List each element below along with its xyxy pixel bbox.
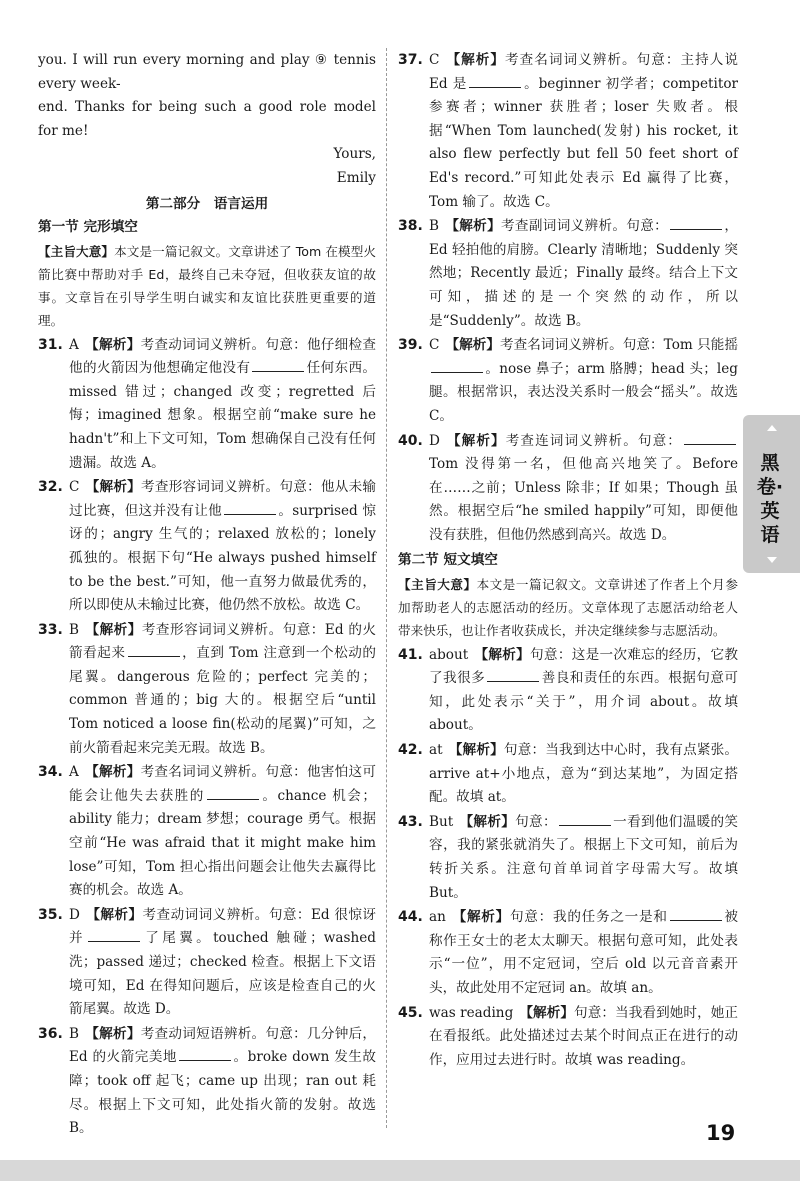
- answer-item: [398, 215, 738, 333]
- letter-line-2: end. Thanks for being such a good role model for me!: [38, 99, 376, 139]
- answer-item: [398, 49, 738, 214]
- answer-item: [398, 644, 738, 738]
- answer-key: B: [69, 621, 79, 638]
- explanation-text: 考查动词词义辨析。句意：他仔细检查他的火箭因为他想确定他没有: [69, 336, 377, 377]
- answer-key: C: [429, 337, 440, 354]
- analysis-tag: 【解析】: [519, 1004, 575, 1021]
- blank-line: [179, 1046, 231, 1061]
- explanation-text: Tom 没得第一名，但他高兴地笑了。Before 在……之前；Unless 除非；If 如果；Though 虽然。根据空后“he smiled happily”可知，即便他没有获胜，但他仍然感到高兴。故选 D。: [429, 456, 738, 543]
- blank-line: [431, 358, 483, 373]
- analysis-tag: 【解析】: [85, 479, 142, 496]
- question-number: 40.: [398, 432, 423, 449]
- right-column: [398, 0, 738, 1072]
- blank-line: [487, 667, 539, 682]
- question-number: 43.: [398, 813, 423, 830]
- explanation-text: 。nose 鼻子；arm 胳膊；head 头；leg 腿。根据常识，表达没关系时一般会“摇头”。故选 C。: [429, 360, 738, 424]
- answer-item: [38, 619, 376, 761]
- explanation-text: 考查名词词义辨析。句意：主持人说 Ed 是: [429, 52, 739, 92]
- answer-list: [398, 644, 738, 1073]
- answer-item: [398, 334, 738, 428]
- answer-key: B: [429, 218, 439, 235]
- summary-text: 本文是一篇记叙文。文章讲述了作者上个月参加帮助老人的志愿活动的经历。文章体现了志愿活动给老人带来快乐，也让作者收获成长，并决定继续参与志愿活动。: [398, 577, 739, 639]
- triangle-up-icon: [767, 425, 777, 431]
- question-number: 42.: [398, 742, 423, 759]
- analysis-tag: 【解析】: [445, 52, 505, 68]
- answer-key: But: [429, 813, 454, 830]
- question-number: 37.: [398, 52, 423, 68]
- answer-list: [38, 334, 376, 1141]
- analysis-tag: 【解析】: [445, 432, 506, 449]
- answer-item: [398, 430, 738, 548]
- analysis-tag: 【解析】: [85, 906, 143, 923]
- left-column: [38, 0, 376, 1141]
- answer-list: [398, 49, 738, 547]
- answer-key: about: [429, 646, 469, 663]
- explanation-text: 。surprised 惊讶的；angry 生气的；relaxed 放松的；lonely 孤独的。根据下句“He always pushed himself to be the best.”可知，他一直努力做最优秀的，所以即使从未输过比赛，他仍然不放松。故选 C。: [69, 502, 376, 614]
- explanation-text: 句意：这是一次难忘的经历，它教了我很多: [429, 646, 739, 687]
- side-tab-label: 黑卷·英语: [756, 452, 784, 546]
- section-title: 第一节 完形填空: [38, 219, 138, 236]
- answer-key: D: [429, 432, 440, 449]
- explanation-text: 一看到他们温暖的笑容，我的紧张就消失了。根据上下文可知，前后为转折关系。注意句首单词首字母需大写。故填 But。: [429, 813, 739, 901]
- question-number: 34.: [38, 764, 63, 781]
- explanation-text: 句意：我的任务之一是和: [509, 909, 668, 926]
- blank-line: [559, 811, 611, 826]
- answer-item: [38, 334, 376, 476]
- letter-closing: Yours,: [333, 146, 376, 163]
- explanation-text: 考查副词词义辨析。句意：: [501, 218, 669, 235]
- question-number: 33.: [38, 621, 63, 638]
- letter-ending: [38, 0, 376, 191]
- blank-line: [252, 357, 304, 372]
- answer-key: C: [69, 479, 80, 496]
- analysis-tag: 【解析】: [84, 764, 141, 781]
- answer-item: [38, 476, 376, 618]
- analysis-tag: 【解析】: [451, 909, 510, 926]
- question-number: 32.: [38, 479, 63, 496]
- question-number: 41.: [398, 646, 423, 663]
- analysis-tag: 【解析】: [448, 742, 504, 759]
- answer-item: [38, 904, 376, 1022]
- explanation-text: 考查形容词词义辨析。句意：Ed 的火箭看起来: [69, 621, 377, 662]
- blank-line: [670, 215, 722, 230]
- answer-item: [398, 811, 738, 905]
- answer-item: [38, 1023, 376, 1141]
- analysis-tag: 【解析】: [85, 621, 142, 638]
- question-number: 39.: [398, 337, 423, 354]
- explanation-text: 考查名词词义辨析。句意：Tom 只能摇: [500, 337, 739, 354]
- answer-key: at: [429, 742, 443, 759]
- explanation-text: 善良和责任的东西。根据句意可知，此处表示“关于”，用介词 about。故填 about。: [429, 670, 739, 734]
- explanation-text: 被称作王女士的老太太聊天。根据句意可知，此处表示“一位”，用不定冠词，空后 old 以元音音素开头，故此处用不定冠词 an。故填 an。: [429, 909, 739, 996]
- answer-item: [398, 739, 738, 810]
- blank-line: [684, 430, 736, 445]
- analysis-tag: 【解析】: [459, 813, 516, 830]
- explanation-text: 句意：当我看到她时，她正在看报纸。此处描述过去某个时间点正在进行的动作，应用过去进行时。故填 was reading。: [429, 1004, 739, 1068]
- analysis-tag: 【解析】: [85, 1025, 141, 1042]
- answer-item: [38, 761, 376, 903]
- summary: [38, 240, 376, 333]
- summary-tag: 【主旨大意】: [398, 577, 477, 593]
- side-tab: [743, 415, 800, 573]
- explanation-text: 了尾翼。touched 触碰；washed 洗；passed 递过；checked 检查。根据上下文语境可知，Ed 在得知问题后，应该是检查自己的火箭尾翼。故选 D。: [69, 930, 376, 1018]
- question-number: 35.: [38, 906, 63, 923]
- question-number: 38.: [398, 218, 423, 235]
- explanation-text: ，Ed 轻拍他的肩膀。Clearly 清晰地；Suddenly 突然地；Recently 最近；Finally 最终。结合上下文可知，描述的是一个突然的动作，所以是“Suddenly”。故选 B。: [429, 218, 738, 329]
- triangle-down-icon: [767, 557, 777, 563]
- letter-line-1: you. I will run every morning and play ⑨ tennis every week-: [38, 52, 376, 92]
- summary: [398, 573, 738, 643]
- question-number: 45.: [398, 1004, 423, 1021]
- explanation-text: 句意：当我到达中心时，我有点紧张。arrive at+小地点，意为“到达某地”，为固定搭配。故填 at。: [429, 742, 739, 806]
- answer-key: C: [429, 52, 440, 68]
- blank-line: [207, 785, 259, 800]
- blank-line: [224, 500, 276, 515]
- explanation-text: 考查连词词义辨析。句意：: [505, 432, 682, 449]
- part-title: 第二部分 语言运用: [145, 195, 269, 212]
- blank-line: [469, 73, 521, 88]
- question-number: 31.: [38, 336, 63, 353]
- question-number: 44.: [398, 909, 423, 926]
- summary-text: 本文是一篇记叙文。文章讲述了 Tom 在模型火箭比赛中帮助对手 Ed，最终自己未夺冠，但收获友谊的故事。文章旨在引导学生明白诚实和友谊比获胜更重要的道理。: [38, 243, 377, 329]
- answer-item: [398, 906, 738, 1000]
- answer-key: A: [69, 336, 79, 353]
- analysis-tag: 【解析】: [474, 646, 531, 663]
- explanation-text: 。beginner 初学者；competitor 参赛者；winner 获胜者；loser 失败者。根据“When Tom launched(发射) his rocket, it also flew perfectly but fell 50 feet short of Ed's record.”可知此处表示 Ed 赢得了比赛，Tom 输了。故选 C。: [429, 75, 739, 210]
- answer-key: was reading: [429, 1004, 514, 1021]
- summary-tag: 【主旨大意】: [38, 243, 115, 259]
- explanation-text: ，直到 Tom 注意到一个松动的尾翼。dangerous 危险的；perfect 完美的；common 普通的；big 大的。根据空后“until Tom noticed a loose fin(松动的尾翼)”可知，之前火箭看起来完美无瑕。故选 B。: [69, 645, 376, 756]
- column-divider: [386, 48, 387, 1128]
- explanation-text: 。broke down 发生故障；took off 起飞；came up 出现；ran out 耗尽。根据上下文可知，此处指火箭的发射。故选 B。: [69, 1049, 376, 1137]
- analysis-tag: 【解析】: [445, 218, 502, 235]
- explanation-text: 考查动词短语辨析。句意：几分钟后，Ed 的火箭完美地: [69, 1025, 377, 1066]
- answer-item: [398, 1002, 738, 1073]
- answer-key: B: [69, 1025, 79, 1042]
- explanation-text: 任何东西。missed 错过；changed 改变；regretted 后悔；imagined 想象。根据空前“make sure he hadn't”和上下文可知，Tom 想确保自己没有任何遗漏。故选 A。: [69, 360, 377, 471]
- analysis-tag: 【解析】: [84, 336, 141, 353]
- blank-line: [670, 906, 722, 921]
- answer-key: D: [69, 906, 80, 923]
- answer-key: A: [69, 764, 79, 781]
- explanation-text: 考查形容词词义辨析。句意：他从未输过比赛，但这并没有让他: [69, 479, 377, 519]
- section-title: 第二节 短文填空: [398, 552, 498, 569]
- letter-signature: Emily: [336, 169, 376, 186]
- footer-bar: [0, 1160, 800, 1181]
- analysis-tag: 【解析】: [445, 337, 501, 354]
- page-number: 19: [706, 1121, 736, 1145]
- question-number: 36.: [38, 1025, 63, 1042]
- explanation-text: 句意：: [515, 813, 557, 830]
- answer-key: an: [429, 909, 446, 926]
- blank-line: [88, 927, 140, 942]
- explanation-text: 考查动词词义辨析。句意：Ed 很惊讶并: [69, 906, 376, 947]
- explanation-text: 。chance 机会；ability 能力；dream 梦想；courage 勇气。根据空前“He was afraid that it might make him lose”可知，Tom 担心指出问题会让他失去赢得比赛的机会。故选 A。: [69, 787, 376, 899]
- blank-line: [128, 642, 180, 657]
- explanation-text: 考查名词词义辨析。句意：他害怕这可能会让他失去获胜的: [69, 764, 377, 804]
